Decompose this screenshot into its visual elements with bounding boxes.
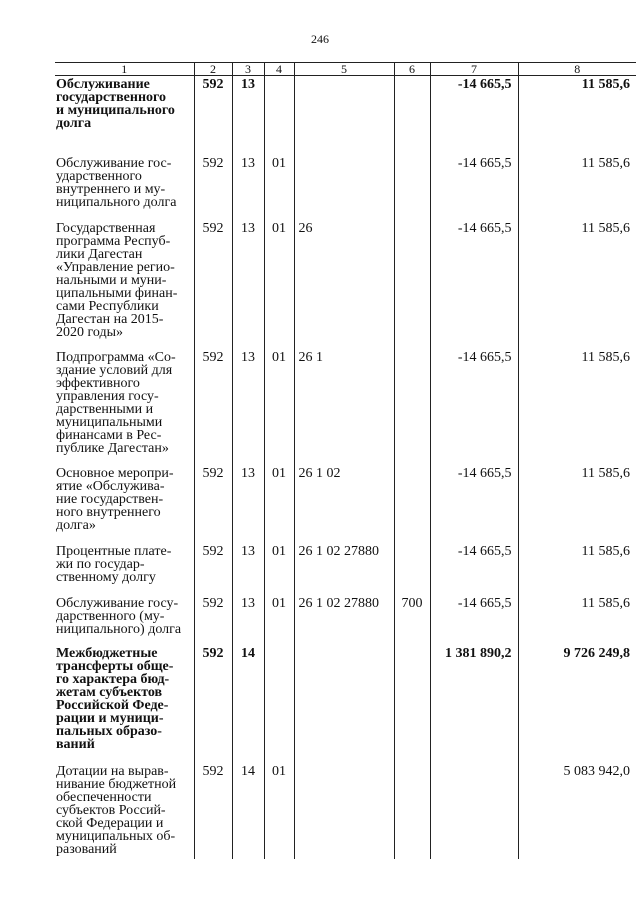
amount-total — [518, 220, 636, 349]
subsection-code — [264, 595, 294, 645]
description-line: здание условий для — [56, 362, 173, 378]
expense-type-code — [394, 763, 430, 859]
grbs-code — [194, 220, 232, 349]
table-row — [55, 155, 636, 220]
description-line: Межбюджетные — [56, 645, 158, 661]
section-code-value: 13 — [241, 155, 255, 171]
section-code — [232, 155, 264, 220]
grbs-code-value: 592 — [202, 220, 224, 236]
grbs-code-value: 592 — [202, 763, 224, 779]
expense-type-code-value — [395, 76, 430, 78]
subsection-code-value: 01 — [272, 543, 286, 559]
amount-total — [518, 465, 636, 543]
description-line: Российской Феде- — [56, 697, 169, 713]
table-row — [55, 595, 636, 645]
description-line: рации и муници- — [56, 710, 164, 726]
table-body — [55, 76, 636, 859]
description-line: программа Респуб- — [56, 233, 171, 249]
target-article-code — [294, 645, 394, 763]
target-article-code — [294, 543, 394, 595]
row-description — [55, 645, 194, 763]
table-row — [55, 76, 636, 155]
grbs-code — [194, 465, 232, 543]
amount-total — [518, 763, 636, 859]
subsection-code-value: 01 — [272, 763, 286, 779]
row-description — [55, 465, 194, 543]
column-header: 7 — [430, 63, 518, 76]
description-line: нивание бюджетной — [56, 776, 177, 792]
description-line: Основное меропри- — [56, 465, 174, 481]
description-line: «Управление регио- — [56, 259, 175, 275]
grbs-code-value: 592 — [202, 543, 224, 559]
section-code-value: 14 — [241, 645, 255, 661]
description-line: Процентные плате- — [56, 543, 172, 559]
expense-type-code — [394, 155, 430, 220]
description-line: публике Дагестан» — [56, 440, 169, 456]
description-line: Дотации на вырав- — [56, 763, 169, 779]
amount-change-value: -14 665,5 — [457, 220, 512, 236]
description-line: лики Дагестан — [56, 246, 143, 262]
subsection-code-value — [265, 645, 294, 647]
grbs-code — [194, 763, 232, 859]
subsection-code-value: 01 — [272, 595, 286, 611]
description-line: управления госу- — [56, 388, 159, 404]
subsection-code-value: 01 — [272, 220, 286, 236]
description-line: ниципального) долга — [56, 621, 182, 637]
target-article-code-value: 26 1 02 — [298, 465, 341, 481]
table-row — [55, 763, 636, 859]
description-line: долга» — [56, 517, 96, 533]
section-code — [232, 349, 264, 465]
amount-total-value: 11 585,6 — [581, 77, 630, 92]
table-row — [55, 465, 636, 543]
section-code — [232, 76, 264, 155]
subsection-code — [264, 465, 294, 543]
target-article-code — [294, 220, 394, 349]
budget-table — [55, 62, 636, 859]
section-code — [232, 645, 264, 763]
grbs-code-value: 592 — [202, 349, 224, 365]
amount-change-value: 1 381 890,2 — [445, 645, 512, 661]
expense-type-code-value — [395, 155, 430, 157]
amount-total-value: 9 726 249,8 — [563, 645, 630, 661]
grbs-code — [194, 349, 232, 465]
expense-type-code — [394, 220, 430, 349]
description-line: пальных образо- — [56, 723, 162, 739]
grbs-code-value: 592 — [202, 645, 224, 661]
subsection-code — [264, 763, 294, 859]
row-description — [55, 763, 194, 859]
description-line: жетам субъектов — [56, 684, 163, 700]
target-article-code — [294, 155, 394, 220]
description-line: эффективного — [56, 375, 140, 391]
description-line: Подпрограмма «Со- — [56, 349, 176, 365]
expense-type-code — [394, 543, 430, 595]
amount-total — [518, 349, 636, 465]
expense-type-code-value — [395, 220, 430, 222]
description-line: трансферты обще- — [56, 658, 174, 674]
expense-type-code-value: 700 — [401, 595, 423, 611]
amount-total-value: 11 585,6 — [581, 220, 630, 236]
page-number: 246 — [311, 32, 329, 46]
description-line: нальными и муни- — [56, 272, 167, 288]
expense-type-code — [394, 349, 430, 465]
description-line: Обслуживание гос- — [56, 155, 172, 171]
grbs-code-value: 592 — [202, 595, 224, 611]
table-row — [55, 645, 636, 763]
expense-type-code-value — [395, 349, 430, 351]
section-code-value: 13 — [241, 220, 255, 236]
amount-change — [430, 645, 518, 763]
section-code — [232, 465, 264, 543]
target-article-code — [294, 76, 394, 155]
section-code-value: 13 — [241, 543, 255, 559]
description-line: разований — [56, 841, 117, 857]
grbs-code-value: 592 — [202, 155, 224, 171]
grbs-code — [194, 543, 232, 595]
description-line: дарственного (му- — [56, 608, 165, 624]
description-line: ственному долгу — [56, 569, 156, 585]
subsection-code-value: 01 — [272, 465, 286, 481]
description-line: долга — [56, 116, 92, 131]
column-header: 3 — [232, 63, 264, 76]
amount-change — [430, 763, 518, 859]
row-description — [55, 155, 194, 220]
amount-change-value: -14 665,5 — [457, 155, 512, 171]
description-line: сами Республики — [56, 298, 159, 314]
description-line: ваний — [56, 736, 95, 752]
grbs-code-value: 592 — [202, 77, 224, 92]
column-header: 5 — [294, 63, 394, 76]
row-description — [55, 543, 194, 595]
target-article-code-value — [299, 645, 390, 647]
table-row — [55, 349, 636, 465]
subsection-code-value: 01 — [272, 349, 286, 365]
subsection-code-value — [265, 76, 294, 78]
description-line: муниципальных об- — [56, 828, 176, 844]
grbs-code — [194, 595, 232, 645]
amount-total — [518, 155, 636, 220]
header-row — [55, 63, 636, 76]
subsection-code — [264, 645, 294, 763]
table-row — [55, 220, 636, 349]
description-line: государственного — [56, 90, 167, 105]
subsection-code — [264, 220, 294, 349]
target-article-code-value: 26 1 02 27880 — [298, 595, 379, 611]
amount-change — [430, 543, 518, 595]
grbs-code — [194, 645, 232, 763]
description-line: 2020 годы» — [56, 324, 124, 340]
expense-type-code — [394, 465, 430, 543]
amount-change — [430, 220, 518, 349]
description-line: Обслуживание госу- — [56, 595, 179, 611]
amount-total-value: 11 585,6 — [581, 595, 630, 611]
target-article-code-value: 26 — [298, 220, 313, 236]
subsection-code — [264, 76, 294, 155]
column-header: 6 — [394, 63, 430, 76]
expense-type-code-value — [395, 645, 430, 647]
subsection-code — [264, 155, 294, 220]
column-header: 1 — [55, 63, 194, 76]
description-line: и муниципального — [56, 103, 175, 118]
expense-type-code-value — [395, 763, 430, 765]
amount-change — [430, 155, 518, 220]
row-description — [55, 220, 194, 349]
column-header: 8 — [518, 63, 636, 76]
description-line: ударственного — [56, 168, 142, 184]
description-line: Дагестан на 2015- — [56, 311, 164, 327]
section-code-value: 14 — [241, 763, 255, 779]
subsection-code — [264, 543, 294, 595]
row-description — [55, 76, 194, 155]
target-article-code — [294, 763, 394, 859]
section-code — [232, 595, 264, 645]
expense-type-code — [394, 76, 430, 155]
amount-total-value: 11 585,6 — [581, 465, 630, 481]
description-line: го характера бюд- — [56, 671, 170, 687]
amount-total — [518, 543, 636, 595]
amount-total-value: 11 585,6 — [581, 349, 630, 365]
description-line: Обслуживание — [56, 77, 150, 92]
amount-total — [518, 645, 636, 763]
amount-total-value: 11 585,6 — [581, 155, 630, 171]
description-line: ного внутреннего — [56, 504, 161, 520]
target-article-code — [294, 465, 394, 543]
target-article-code-value: 26 1 — [298, 349, 323, 365]
target-article-code — [294, 595, 394, 645]
section-code — [232, 543, 264, 595]
amount-change-value: -14 665,5 — [457, 465, 512, 481]
amount-change-value — [431, 763, 512, 765]
section-code-value: 13 — [241, 595, 255, 611]
expense-type-code-value — [395, 465, 430, 467]
grbs-code — [194, 76, 232, 155]
expense-type-code — [394, 645, 430, 763]
description-line: дарственными и — [56, 401, 154, 417]
target-article-code — [294, 349, 394, 465]
amount-total-value: 11 585,6 — [581, 543, 630, 559]
amount-change — [430, 76, 518, 155]
description-line: финансами в Рес- — [56, 427, 162, 443]
amount-total — [518, 595, 636, 645]
amount-total-value: 5 083 942,0 — [563, 763, 630, 779]
table-row — [55, 543, 636, 595]
description-line: ниципального долга — [56, 194, 177, 210]
section-code-value: 13 — [241, 349, 255, 365]
section-code — [232, 763, 264, 859]
grbs-code — [194, 155, 232, 220]
target-article-code-value — [299, 763, 390, 765]
section-code-value: 13 — [241, 465, 255, 481]
column-header: 2 — [194, 63, 232, 76]
section-code — [232, 220, 264, 349]
amount-change-value: -14 665,5 — [457, 543, 512, 559]
row-description — [55, 595, 194, 645]
description-line: ние государствен- — [56, 491, 164, 507]
description-line: ятие «Обслужива- — [56, 478, 165, 494]
description-line: муниципальными — [56, 414, 163, 430]
description-line: Государственная — [56, 220, 156, 236]
target-article-code-value — [299, 76, 390, 78]
description-line: жи по государ- — [56, 556, 145, 572]
description-line: ской Федерации и — [56, 815, 164, 831]
target-article-code-value: 26 1 02 27880 — [298, 543, 379, 559]
description-line: субъектов Россий- — [56, 802, 166, 818]
description-line: ципальными финан- — [56, 285, 178, 301]
amount-change — [430, 349, 518, 465]
amount-total — [518, 76, 636, 155]
column-header: 4 — [264, 63, 294, 76]
section-code-value: 13 — [241, 77, 255, 92]
amount-change-value: -14 665,5 — [457, 77, 512, 92]
expense-type-code-value — [395, 543, 430, 545]
subsection-code — [264, 349, 294, 465]
subsection-code-value: 01 — [272, 155, 286, 171]
expense-type-code — [394, 595, 430, 645]
amount-change-value: -14 665,5 — [457, 349, 512, 365]
amount-change-value: -14 665,5 — [457, 595, 512, 611]
amount-change — [430, 465, 518, 543]
grbs-code-value: 592 — [202, 465, 224, 481]
description-line: обеспеченности — [56, 789, 152, 805]
description-line: внутреннего и му- — [56, 181, 166, 197]
amount-change — [430, 595, 518, 645]
target-article-code-value — [299, 155, 390, 157]
row-description — [55, 349, 194, 465]
